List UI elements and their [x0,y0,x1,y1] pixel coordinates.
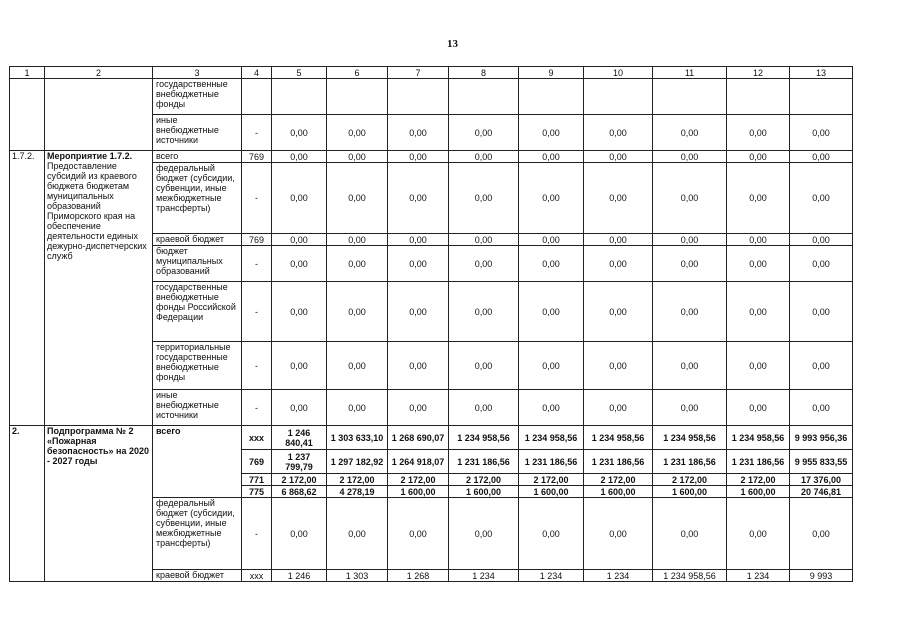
row-number-empty [10,79,45,151]
value-cell: 0,00 [727,498,790,570]
code-cell: - [242,282,272,342]
value-cell: 20 746,81 [790,486,853,498]
value-cell: 0,00 [790,151,853,163]
value-cell: 0,00 [653,282,727,342]
value-cell [388,79,449,115]
value-cell: 1 234 958,56 [653,426,727,450]
code-cell: - [242,390,272,426]
value-cell: 0,00 [727,390,790,426]
code-cell: ххх [242,570,272,582]
value-cell: 0,00 [790,342,853,390]
value-cell: 1 237 799,79 [272,450,327,474]
value-cell: 1 268 690,07 [388,426,449,450]
measure-title: Мероприятие 1.7.2. [47,151,133,161]
value-cell: 0,00 [327,390,388,426]
value-cell: 0,00 [449,246,519,282]
value-cell: 0,00 [653,151,727,163]
measure-description: Предоставление субсидий из краевого бюджета бюджетам муниципальных образований Приморского края на обеспечение деятельности единых дежурно-диспетчерских служб [47,161,147,261]
value-cell: 0,00 [727,342,790,390]
column-header: 13 [790,67,853,79]
value-cell: 0,00 [519,234,584,246]
value-cell: 0,00 [790,246,853,282]
value-cell: 9 993 [790,570,853,582]
value-cell: 0,00 [272,390,327,426]
source-label: федеральный бюджет (субсидии, субвенции, иные межбюджетные трансферты) [153,163,242,234]
value-cell: 1 246 [272,570,327,582]
value-cell: 2 172,00 [727,474,790,486]
source-label: краевой бюджет [153,570,242,582]
value-cell: 1 231 186,56 [727,450,790,474]
value-cell: 0,00 [327,115,388,151]
value-cell: 0,00 [653,246,727,282]
value-cell: 0,00 [327,246,388,282]
value-cell: 1 234 [449,570,519,582]
value-cell: 2 172,00 [388,474,449,486]
value-cell: 2 172,00 [519,474,584,486]
row-title [45,151,153,426]
source-label: иные внебюджетные источники [153,115,242,151]
value-cell: 0,00 [519,390,584,426]
value-cell: 0,00 [449,151,519,163]
value-cell: 0,00 [327,498,388,570]
budget-table [9,66,853,582]
column-header: 9 [519,67,584,79]
value-cell: 0,00 [653,234,727,246]
value-cell: 0,00 [584,342,653,390]
value-cell: 0,00 [653,342,727,390]
value-cell: 0,00 [519,163,584,234]
value-cell: 0,00 [584,498,653,570]
value-cell: 1 234 [519,570,584,582]
column-header: 2 [45,67,153,79]
value-cell: 1 234 958,56 [727,426,790,450]
value-cell: 0,00 [327,342,388,390]
value-cell: 0,00 [327,151,388,163]
value-cell: 1 246 840,41 [272,426,327,450]
source-label: всего [153,151,242,163]
column-header: 3 [153,67,242,79]
table-row [10,426,853,450]
value-cell: 0,00 [388,115,449,151]
value-cell: 0,00 [519,151,584,163]
value-cell [727,79,790,115]
value-cell: 2 172,00 [327,474,388,486]
value-cell: 0,00 [790,282,853,342]
value-cell: 0,00 [449,163,519,234]
row-title-empty [45,79,153,151]
value-cell: 1 231 186,56 [519,450,584,474]
value-cell: 0,00 [327,234,388,246]
value-cell: 6 868,62 [272,486,327,498]
value-cell: 1 268 [388,570,449,582]
value-cell: 0,00 [272,342,327,390]
value-cell [790,79,853,115]
value-cell: 0,00 [272,234,327,246]
value-cell: 1 231 186,56 [653,450,727,474]
value-cell [449,79,519,115]
value-cell: 0,00 [272,282,327,342]
code-cell: 771 [242,474,272,486]
source-label: государственные внебюджетные фонды [153,79,242,115]
column-header: 7 [388,67,449,79]
source-label: краевой бюджет [153,234,242,246]
value-cell: 0,00 [388,342,449,390]
value-cell: 0,00 [272,115,327,151]
value-cell: 0,00 [790,498,853,570]
column-header: 10 [584,67,653,79]
value-cell: 0,00 [388,498,449,570]
value-cell: 0,00 [727,234,790,246]
value-cell: 0,00 [584,115,653,151]
code-cell: - [242,163,272,234]
value-cell: 0,00 [790,234,853,246]
code-cell: 769 [242,151,272,163]
value-cell: 1 234 958,56 [584,426,653,450]
value-cell: 0,00 [790,390,853,426]
code-cell: - [242,342,272,390]
table-row [10,79,853,115]
source-label: территориальные государственные внебюджетные фонды [153,342,242,390]
value-cell: 1 231 186,56 [584,450,653,474]
value-cell: 0,00 [388,151,449,163]
value-cell: 0,00 [519,246,584,282]
source-label: федеральный бюджет (субсидии, субвенции, иные межбюджетные трансферты) [153,498,242,570]
value-cell: 17 376,00 [790,474,853,486]
value-cell: 1 264 918,07 [388,450,449,474]
value-cell: 0,00 [519,342,584,390]
value-cell: 1 600,00 [449,486,519,498]
code-cell: ххх [242,426,272,450]
value-cell: 1 234 [584,570,653,582]
value-cell: 0,00 [584,282,653,342]
value-cell: 0,00 [449,390,519,426]
value-cell: 0,00 [790,115,853,151]
value-cell: 1 234 958,56 [653,570,727,582]
value-cell: 0,00 [272,498,327,570]
value-cell: 1 234 958,56 [449,426,519,450]
value-cell: 2 172,00 [653,474,727,486]
code-cell: - [242,498,272,570]
table-row [10,151,853,163]
value-cell: 0,00 [653,390,727,426]
value-cell [584,79,653,115]
source-label: бюджет муниципальных образований [153,246,242,282]
value-cell: 1 234 [727,570,790,582]
value-cell: 0,00 [727,115,790,151]
code-cell: - [242,115,272,151]
table-header-row [10,67,853,79]
value-cell: 1 600,00 [388,486,449,498]
source-label: иные внебюджетные источники [153,390,242,426]
row-number: 1.7.2. [10,151,45,426]
column-header: 5 [272,67,327,79]
value-cell: 0,00 [388,246,449,282]
value-cell: 0,00 [272,246,327,282]
column-header: 4 [242,67,272,79]
value-cell: 0,00 [727,246,790,282]
value-cell: 0,00 [519,498,584,570]
value-cell: 0,00 [449,282,519,342]
value-cell: 1 600,00 [653,486,727,498]
value-cell: 0,00 [653,163,727,234]
value-cell: 0,00 [388,390,449,426]
source-label: государственные внебюджетные фонды Российской Федерации [153,282,242,342]
column-header: 6 [327,67,388,79]
value-cell: 0,00 [388,282,449,342]
value-cell: 0,00 [584,163,653,234]
value-cell: 0,00 [519,282,584,342]
value-cell: 1 303 [327,570,388,582]
value-cell: 1 234 958,56 [519,426,584,450]
value-cell: 0,00 [727,282,790,342]
value-cell: 0,00 [272,151,327,163]
code-cell [242,79,272,115]
value-cell: 2 172,00 [584,474,653,486]
value-cell: 0,00 [584,246,653,282]
code-cell: - [242,246,272,282]
value-cell: 9 993 956,36 [790,426,853,450]
value-cell: 0,00 [449,342,519,390]
row-number: 2. [10,426,45,582]
value-cell: 0,00 [449,115,519,151]
value-cell: 1 303 633,10 [327,426,388,450]
page-number: 13 [447,38,458,50]
value-cell: 0,00 [653,115,727,151]
value-cell: 1 600,00 [584,486,653,498]
code-cell: 769 [242,234,272,246]
value-cell: 0,00 [584,151,653,163]
column-header: 12 [727,67,790,79]
value-cell: 1 600,00 [519,486,584,498]
value-cell: 0,00 [790,163,853,234]
value-cell: 0,00 [519,115,584,151]
value-cell: 0,00 [327,282,388,342]
value-cell: 0,00 [449,234,519,246]
value-cell: 0,00 [584,390,653,426]
value-cell: 2 172,00 [449,474,519,486]
value-cell: 0,00 [272,163,327,234]
value-cell: 1 297 182,92 [327,450,388,474]
value-cell: 2 172,00 [272,474,327,486]
column-header: 1 [10,67,45,79]
value-cell: 0,00 [727,151,790,163]
value-cell: 1 231 186,56 [449,450,519,474]
value-cell: 4 278,19 [327,486,388,498]
value-cell: 0,00 [653,498,727,570]
row-title: Подпрограмма № 2 «Пожарная безопасность» на 2020 - 2027 годы [45,426,153,582]
column-header: 8 [449,67,519,79]
value-cell: 9 955 833,55 [790,450,853,474]
value-cell [653,79,727,115]
column-header: 11 [653,67,727,79]
value-cell: 1 600,00 [727,486,790,498]
source-label: всего [153,426,242,498]
code-cell: 769 [242,450,272,474]
value-cell: 0,00 [727,163,790,234]
value-cell [327,79,388,115]
value-cell [272,79,327,115]
value-cell [519,79,584,115]
value-cell: 0,00 [449,498,519,570]
value-cell: 0,00 [584,234,653,246]
value-cell: 0,00 [388,163,449,234]
value-cell: 0,00 [388,234,449,246]
value-cell: 0,00 [327,163,388,234]
code-cell: 775 [242,486,272,498]
